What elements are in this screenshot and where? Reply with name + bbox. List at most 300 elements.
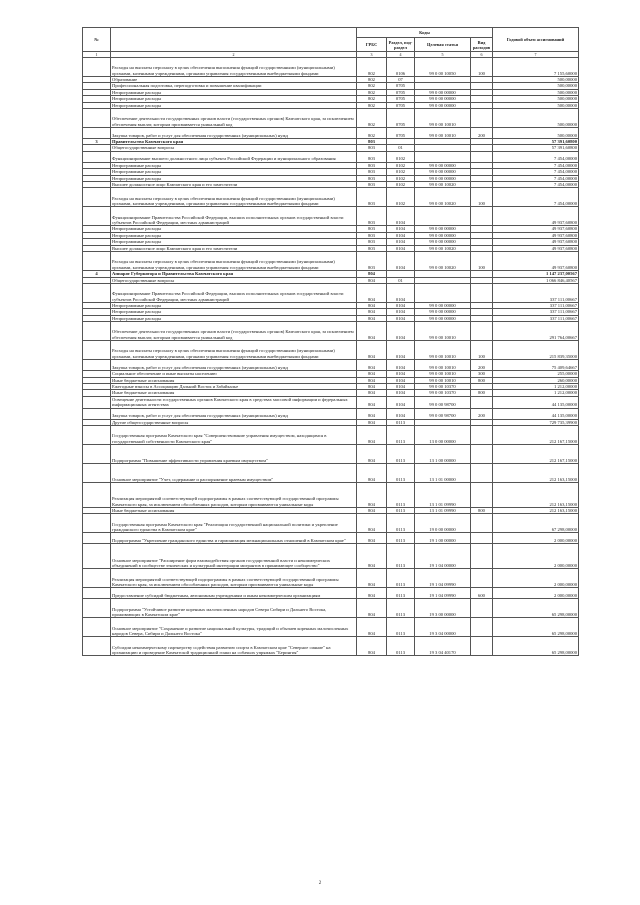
row-section: 0705 (387, 96, 415, 102)
table-row (83, 425, 579, 444)
row-name: Закупка товаров, работ и услуг для обеспечения государственных (муниципальных) нужд (111, 408, 357, 419)
row-amount: 7 155,60000 (493, 58, 579, 77)
row-amount: 7 454,00000 (493, 169, 579, 175)
row-number (83, 396, 111, 408)
table-row (83, 151, 579, 162)
row-name: Основное мероприятие "Расширение форм взаимодействия органов государственной власти и некоммерческих объединений в сообществе этнических и культурной интеграции мигрантов в принимающее сообщество" (111, 544, 357, 569)
row-section: 0104 (387, 232, 415, 238)
row-kind (471, 207, 493, 226)
row-grbs: 803 (357, 169, 387, 175)
row-number (83, 128, 111, 139)
row-name: Расходы на выплаты персоналу в целях обеспечения выполнения функций государственными (муниципальными) органами, казенными учреждениями, органами управления государственными внебюджетными фондами (111, 58, 357, 77)
row-amount: 729 735,39900 (493, 419, 579, 425)
row-section: 0104 (387, 226, 415, 232)
row-kind: 100 (471, 188, 493, 207)
row-name: Подпрограмма "Устойчивое развитие коренных малочисленных народов Севера Сибири и Дальнего Востока, проживающих в Камчатском крае" (111, 599, 357, 618)
column-index: 5 (415, 52, 471, 58)
row-name: Иные бюджетные ассигнования (111, 390, 357, 396)
row-target: 99 0 00 10010 (415, 322, 471, 341)
column-index: 6 (471, 52, 493, 58)
row-section: 0113 (387, 599, 415, 618)
row-kind (471, 533, 493, 544)
row-target: 99 0 00 10020 (415, 188, 471, 207)
row-name: Образование (111, 77, 357, 83)
row-section: 0104 (387, 360, 415, 371)
row-grbs: 803 (357, 252, 387, 271)
row-section: 0104 (387, 315, 415, 321)
table-body (83, 58, 579, 656)
row-kind (471, 151, 493, 162)
row-grbs: 803 (357, 151, 387, 162)
row-number: 4 (83, 271, 111, 277)
row-target: 99 0 00 00000 (415, 232, 471, 238)
page-number: 2 (318, 881, 322, 886)
row-section: 07 (387, 77, 415, 83)
row-name: Функционирование Правительства Российской Федерации, высших исполнительных органов государственной власти субъектов Российской Федерации, местных администраций (111, 283, 357, 302)
row-amount: 1 147 237,00567 (493, 271, 579, 277)
row-target: 13 0 00 00000 (415, 425, 471, 444)
row-kind: 200 (471, 360, 493, 371)
row-grbs: 802 (357, 77, 387, 83)
budget-table (82, 27, 579, 656)
row-kind: 100 (471, 341, 493, 360)
row-name: Освещение деятельности государственных органов Камчатского края в средствах массовой информации и федеральных информационных агентствах (111, 396, 357, 408)
table-row (83, 322, 579, 341)
row-grbs: 803 (357, 145, 387, 151)
row-section: 0113 (387, 533, 415, 544)
row-name: Непрограммные расходы (111, 102, 357, 108)
row-amount: 500,00000 (493, 128, 579, 139)
row-section: 01 (387, 277, 415, 283)
row-grbs: 802 (357, 83, 387, 89)
row-kind: 200 (471, 408, 493, 419)
table-row (83, 283, 579, 302)
row-grbs: 804 (357, 371, 387, 377)
row-amount: 49 937,60800 (493, 232, 579, 238)
row-section: 0705 (387, 89, 415, 95)
row-section: 0104 (387, 322, 415, 341)
row-section: 0102 (387, 175, 415, 181)
row-amount: 7 454,00000 (493, 188, 579, 207)
row-grbs: 804 (357, 569, 387, 588)
row-grbs: 803 (357, 207, 387, 226)
row-kind (471, 322, 493, 341)
row-grbs: 803 (357, 239, 387, 245)
row-grbs: 804 (357, 425, 387, 444)
column-index: 1 (83, 52, 111, 58)
row-number (83, 341, 111, 360)
row-kind: 600 (471, 588, 493, 599)
row-section: 0113 (387, 419, 415, 425)
row-section: 0102 (387, 162, 415, 168)
row-name: Обеспечение деятельности государственных органов власти (государственных органов) Камчатского края, за исключением обеспечения выплат, которым присваивается уникальный код (111, 109, 357, 128)
row-target: 99 0 00 00000 (415, 175, 471, 181)
row-name: Закупка товаров, работ и услуг для обеспечения государственных (муниципальных) нужд (111, 360, 357, 371)
row-amount: 2 000,00000 (493, 533, 579, 544)
row-name: Расходы на выплаты персоналу в целях обеспечения выполнения функций государственными (муниципальными) органами, казенными учреждениями, органами управления государственными внебюджетными фондами (111, 341, 357, 360)
header-name (111, 28, 357, 52)
row-amount: 57 391,60800 (493, 145, 579, 151)
row-amount: 260,00000 (493, 377, 579, 383)
row-grbs: 804 (357, 588, 387, 599)
row-section: 0705 (387, 109, 415, 128)
row-amount: 67 298,00000 (493, 514, 579, 533)
budget-sheet (82, 27, 578, 656)
row-name: Расходы на выплаты персоналу в целях обеспечения выполнения функций государственными (муниципальными) органами, казенными учреждениями, органами управления государственными внебюджетными фондами (111, 252, 357, 271)
table-row (83, 408, 579, 419)
row-name: Высшее должностное лицо Камчатского края и его заместители (111, 245, 357, 251)
row-amount: 49 937,60800 (493, 207, 579, 226)
table-header (83, 28, 579, 58)
row-grbs: 804 (357, 463, 387, 482)
row-grbs: 804 (357, 637, 387, 656)
row-name: Реализация мероприятий соответствующей подпрограммы в рамках соответствующей государственной программы Камчатского края, за исключением обособленных расходов, которым присваиваются уникальные коды (111, 569, 357, 588)
row-number (83, 544, 111, 569)
row-number (83, 463, 111, 482)
row-amount: 49 937,60800 (493, 245, 579, 251)
row-amount: 337 111,00667 (493, 309, 579, 315)
row-grbs: 802 (357, 96, 387, 102)
row-grbs: 802 (357, 58, 387, 77)
row-name: Непрограммные расходы (111, 175, 357, 181)
row-target: 99 0 00 10010 (415, 371, 471, 377)
table-row (83, 569, 579, 588)
row-grbs: 804 (357, 396, 387, 408)
row-target (415, 151, 471, 162)
row-grbs: 804 (357, 514, 387, 533)
row-grbs: 803 (357, 175, 387, 181)
row-name: Подпрограмма "Повышение эффективности управления краевым имуществом" (111, 444, 357, 463)
table-row (83, 588, 579, 599)
row-amount: 7 454,00000 (493, 162, 579, 168)
row-section: 0705 (387, 102, 415, 108)
row-grbs: 804 (357, 302, 387, 308)
row-section: 0113 (387, 507, 415, 513)
row-target: 19 3 00 00000 (415, 599, 471, 618)
row-target: 19 0 00 00000 (415, 514, 471, 533)
row-name: Аппарат Губернатора и Правительства Камчатского края (111, 271, 357, 277)
row-number (83, 207, 111, 226)
table-row (83, 463, 579, 482)
row-name: Правительство Камчатского края (111, 139, 357, 145)
row-name: Расходы на выплаты персоналу в целях обеспечения выполнения функций государственными (муниципальными) органами, казенными учреждениями, органами управления государственными внебюджетными фондами (111, 188, 357, 207)
row-grbs: 804 (357, 377, 387, 383)
row-amount: 1 212,00000 (493, 383, 579, 389)
row-kind (471, 444, 493, 463)
row-section: 0104 (387, 283, 415, 302)
header-num: № (83, 28, 111, 52)
row-grbs: 804 (357, 315, 387, 321)
row-section: 0113 (387, 444, 415, 463)
row-name: Непрограммные расходы (111, 309, 357, 315)
row-number (83, 618, 111, 637)
row-kind: 800 (471, 507, 493, 513)
row-amount: 1 212,00000 (493, 390, 579, 396)
row-name: Непрограммные расходы (111, 169, 357, 175)
row-grbs: 804 (357, 482, 387, 507)
row-name: Непрограммные расходы (111, 89, 357, 95)
row-grbs: 804 (357, 271, 387, 277)
row-number (83, 322, 111, 341)
row-name: Непрограммные расходы (111, 226, 357, 232)
row-section: 0104 (387, 377, 415, 383)
row-section: 0104 (387, 239, 415, 245)
row-kind: 300 (471, 371, 493, 377)
row-section: 0102 (387, 169, 415, 175)
row-target: 19 1 04 09990 (415, 569, 471, 588)
row-name: Государственная программа Камчатского края "Совершенствование управления имуществом, находящимся в государственной собственности Камчатского края" (111, 425, 357, 444)
row-target (415, 207, 471, 226)
row-name: Непрограммные расходы (111, 315, 357, 321)
table-row (83, 128, 579, 139)
row-section: 0104 (387, 309, 415, 315)
row-target: 13 1 01 09990 (415, 482, 471, 507)
row-target: 99 0 00 00000 (415, 102, 471, 108)
row-number (83, 252, 111, 271)
row-target: 99 0 00 10010 (415, 377, 471, 383)
row-amount: 7 454,00000 (493, 151, 579, 162)
row-amount: 212 167,15000 (493, 444, 579, 463)
row-name: Обеспечение деятельности государственных органов власти (государственных органов) Камчатского края, за исключением обеспечения выплат, которым присваивается уникальный код (111, 322, 357, 341)
row-name: Функционирование высшего должностного лица субъекта Российской Федерации и муниципального образования (111, 151, 357, 162)
row-amount: 2 000,00000 (493, 569, 579, 588)
row-amount: 337 111,00667 (493, 283, 579, 302)
row-kind (471, 463, 493, 482)
row-target: 99 0 00 98700 (415, 408, 471, 419)
row-section: 0113 (387, 637, 415, 656)
row-grbs: 803 (357, 139, 387, 145)
row-target: 99 0 00 10020 (415, 182, 471, 188)
row-target: 99 0 00 00000 (415, 96, 471, 102)
row-target: 19 1 04 00000 (415, 544, 471, 569)
row-name: Ежегодные взносы в Ассоциацию Дальний Восток и Забайкалье (111, 383, 357, 389)
header-amount: Годовой объем ассигнований (493, 28, 579, 52)
row-amount: 7 454,00000 (493, 175, 579, 181)
row-number (83, 408, 111, 419)
row-kind (471, 514, 493, 533)
row-name: Социальное обеспечение и иные выплаты населению (111, 371, 357, 377)
row-grbs: 804 (357, 544, 387, 569)
header-kind: Вид расходов (471, 38, 493, 52)
row-amount: 500,00000 (493, 96, 579, 102)
row-grbs: 803 (357, 188, 387, 207)
row-section: 0104 (387, 396, 415, 408)
row-name: Функционирование Правительства Российской Федерации, высших исполнительных органов государственной власти субъектов Российской Федерации, местных администраций (111, 207, 357, 226)
row-amount: 2 000,00000 (493, 544, 579, 569)
row-number (83, 533, 111, 544)
row-target: 99 0 00 00000 (415, 89, 471, 95)
row-target: 19 3 04 40170 (415, 637, 471, 656)
row-name: Непрограммные расходы (111, 302, 357, 308)
row-kind (471, 396, 493, 408)
row-number (83, 588, 111, 599)
table-row (83, 482, 579, 507)
row-target: 19 3 04 00000 (415, 618, 471, 637)
row-amount: 337 111,00667 (493, 315, 579, 321)
row-amount: 75 409,64667 (493, 360, 579, 371)
row-grbs: 802 (357, 128, 387, 139)
table-row (83, 533, 579, 544)
row-kind: 200 (471, 128, 493, 139)
table-row (83, 188, 579, 207)
row-grbs: 804 (357, 444, 387, 463)
row-number (83, 151, 111, 162)
row-section: 0113 (387, 463, 415, 482)
table-row (83, 109, 579, 128)
row-grbs: 804 (357, 507, 387, 513)
row-grbs: 804 (357, 341, 387, 360)
row-target: 99 0 00 10010 (415, 109, 471, 128)
table-row (83, 341, 579, 360)
row-amount: 65 298,00000 (493, 599, 579, 618)
row-section: 0104 (387, 341, 415, 360)
row-number (83, 444, 111, 463)
table-row (83, 207, 579, 226)
row-section: 0113 (387, 544, 415, 569)
row-name: Непрограммные расходы (111, 232, 357, 238)
row-section: 0102 (387, 151, 415, 162)
table-row (83, 58, 579, 77)
row-target: 19 1 04 09990 (415, 588, 471, 599)
row-grbs: 804 (357, 309, 387, 315)
header-target: Целевая статья (415, 38, 471, 52)
row-name: Реализация мероприятий соответствующей подпрограммы в рамках соответствующей государственной программы Камчатского края, за исключением обособленных расходов, которым присваиваются уникальные коды (111, 482, 357, 507)
row-number (83, 514, 111, 533)
row-target: 99 0 00 10050 (415, 58, 471, 77)
row-name: Субсидии некоммерческому партнерству содействия развитию спорта в Камчатском крае "Северное сияние" на организацию и проведение Камчатской традиционной гонки на собачьих упряжках "Берингия" (111, 637, 357, 656)
row-name: Непрограммные расходы (111, 162, 357, 168)
row-section: 0102 (387, 188, 415, 207)
row-grbs: 804 (357, 277, 387, 283)
row-grbs: 802 (357, 109, 387, 128)
row-amount: 500,00000 (493, 89, 579, 95)
row-target: 99 0 00 00000 (415, 315, 471, 321)
row-section: 0104 (387, 245, 415, 251)
row-target: 99 0 00 10020 (415, 252, 471, 271)
row-section: 0113 (387, 618, 415, 637)
table-row (83, 599, 579, 618)
row-number: 3 (83, 139, 111, 145)
table-row (83, 360, 579, 371)
table-row (83, 544, 579, 569)
row-target: 99 0 00 00000 (415, 226, 471, 232)
row-kind (471, 544, 493, 569)
row-name: Иные бюджетные ассигнования (111, 507, 357, 513)
row-number (83, 599, 111, 618)
row-section: 0705 (387, 83, 415, 89)
row-amount: 337 111,00667 (493, 302, 579, 308)
row-number (83, 360, 111, 371)
row-kind (471, 618, 493, 637)
header-section: Раздел, под-раздел (387, 38, 415, 52)
row-name: Основное мероприятие "Учет, содержание и распоряжение краевым имуществом" (111, 463, 357, 482)
row-target: 99 0 00 10370 (415, 390, 471, 396)
row-section: 01 (387, 145, 415, 151)
row-number (83, 283, 111, 302)
row-amount: 57 391,60800 (493, 139, 579, 145)
row-amount: 2 000,00000 (493, 588, 579, 599)
row-grbs: 804 (357, 322, 387, 341)
row-amount: 291 764,00667 (493, 322, 579, 341)
row-target: 99 0 00 10010 (415, 128, 471, 139)
row-kind (471, 569, 493, 588)
row-grbs: 804 (357, 283, 387, 302)
row-target (415, 283, 471, 302)
row-target: 13 1 00 00000 (415, 444, 471, 463)
row-kind (471, 637, 493, 656)
row-target: 99 0 00 10010 (415, 341, 471, 360)
row-target: 99 0 00 00000 (415, 309, 471, 315)
header-grbs: ГРБС (357, 38, 387, 52)
row-amount: 255,00000 (493, 371, 579, 377)
row-name: Общегосударственные вопросы (111, 145, 357, 151)
column-index: 3 (357, 52, 387, 58)
row-target: 19 1 00 00000 (415, 533, 471, 544)
table-row (83, 637, 579, 656)
row-section: 0104 (387, 252, 415, 271)
header-codes: Коды (357, 28, 493, 38)
row-name: Иные бюджетные ассигнования (111, 377, 357, 383)
row-amount: 212 167,15000 (493, 425, 579, 444)
row-amount: 500,00000 (493, 109, 579, 128)
row-section: 0705 (387, 128, 415, 139)
row-grbs: 803 (357, 245, 387, 251)
row-grbs: 802 (357, 102, 387, 108)
row-section: 0104 (387, 408, 415, 419)
row-target: 99 0 00 00000 (415, 302, 471, 308)
row-section: 0104 (387, 390, 415, 396)
row-name: Общегосударственные вопросы (111, 277, 357, 283)
row-kind: 800 (471, 377, 493, 383)
row-amount: 500,00000 (493, 102, 579, 108)
row-kind: 800 (471, 390, 493, 396)
row-grbs: 804 (357, 383, 387, 389)
row-section: 0113 (387, 482, 415, 507)
row-grbs: 804 (357, 618, 387, 637)
row-section: 0113 (387, 588, 415, 599)
row-number (83, 425, 111, 444)
row-grbs: 803 (357, 232, 387, 238)
row-name: Высшее должностное лицо Камчатского края и его заместители (111, 182, 357, 188)
row-kind (471, 109, 493, 128)
row-kind (471, 425, 493, 444)
row-section: 0113 (387, 425, 415, 444)
row-section: 0102 (387, 182, 415, 188)
row-target: 99 0 00 00000 (415, 169, 471, 175)
row-kind: 100 (471, 58, 493, 77)
table-row (83, 252, 579, 271)
column-index: 4 (387, 52, 415, 58)
row-amount: 500,00000 (493, 83, 579, 89)
row-amount: 1 066 846,40567 (493, 277, 579, 283)
row-amount: 212 163,15000 (493, 507, 579, 513)
row-amount: 44 135,00000 (493, 408, 579, 419)
row-number (83, 58, 111, 77)
row-target: 99 0 00 98700 (415, 396, 471, 408)
row-kind (471, 599, 493, 618)
row-target: 99 0 00 10020 (415, 245, 471, 251)
row-name: Профессиональная подготовка, переподготовка и повышение квалификации (111, 83, 357, 89)
table-row (83, 514, 579, 533)
row-grbs: 804 (357, 419, 387, 425)
row-grbs: 803 (357, 162, 387, 168)
row-name: Подпрограмма "Укрепление гражданского единства и гармонизация межнациональных отношений в Камчатском крае" (111, 533, 357, 544)
row-section: 0104 (387, 383, 415, 389)
row-grbs: 804 (357, 360, 387, 371)
row-section: 0104 (387, 371, 415, 377)
row-target: 99 0 00 00000 (415, 162, 471, 168)
row-name: Непрограммные расходы (111, 239, 357, 245)
